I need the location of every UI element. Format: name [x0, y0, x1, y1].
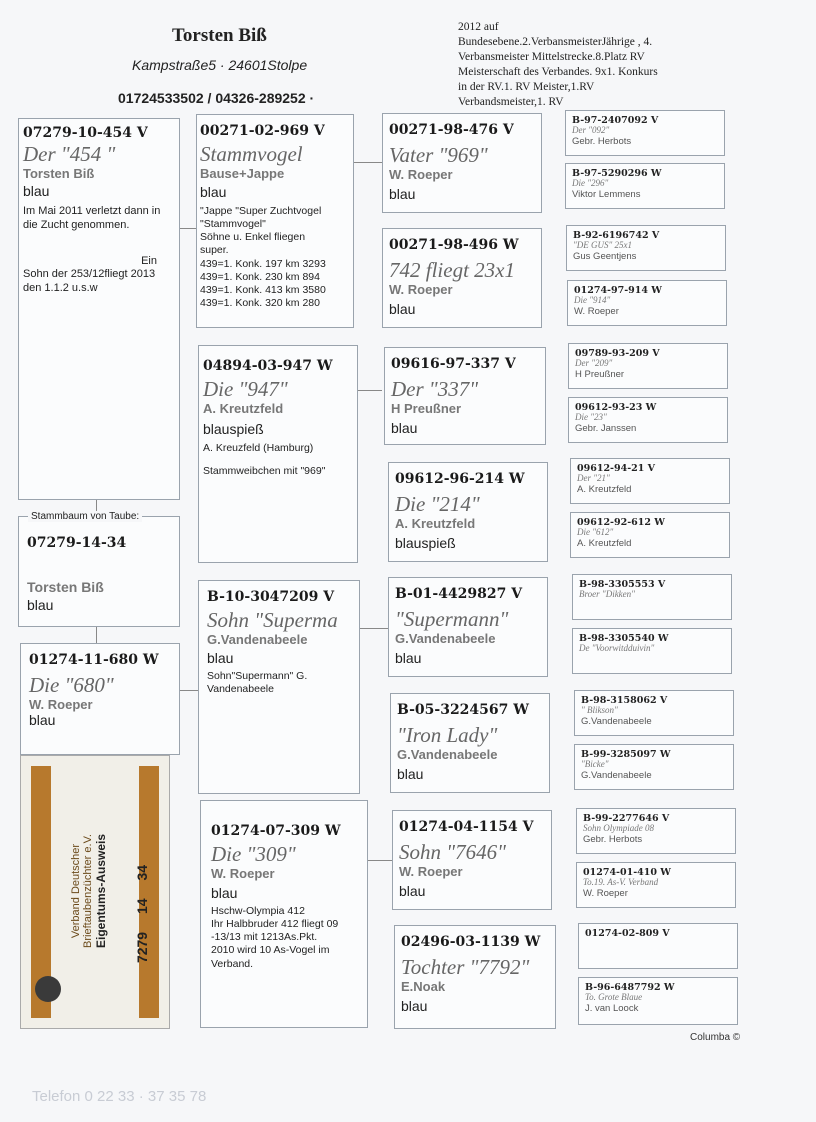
gen3-box: [565, 110, 725, 156]
card-title: Eigentums-Ausweis: [94, 833, 108, 949]
gen2-owner: A. Kreutzfeld: [395, 516, 476, 532]
breeder-address: Kampstraße5 · 24601Stolpe: [132, 57, 308, 73]
gen3-box: [576, 862, 736, 908]
gen2-box: [388, 462, 548, 562]
gen2-owner: G.Vandenabeele: [397, 747, 498, 763]
gen1-ring: B-10-3047209 V: [207, 589, 335, 605]
gen2-owner: W. Roeper: [389, 282, 453, 298]
pigeon-logo-icon: [35, 976, 61, 1002]
gen1-note: [203, 442, 353, 478]
note-line: [203, 455, 353, 465]
note-line: "Stammvogel": [200, 218, 266, 231]
gen2-ring: 09612-96-214 W: [395, 471, 525, 487]
gen3-name: "Bicke": [581, 759, 609, 769]
gen3-name: Der "092": [572, 125, 610, 135]
gen2-name: Die "214": [395, 492, 480, 516]
gen1-ring: 04894-03-947 W: [203, 358, 333, 374]
gen2-box: [394, 925, 556, 1029]
gen3-owner: Gus Geentjens: [573, 250, 637, 262]
gen2-ring: 00271-98-496 W: [389, 237, 519, 253]
gen3-box: [568, 397, 728, 443]
gen2-owner: H Preußner: [391, 401, 462, 417]
gen1-name: Stammvogel: [200, 142, 303, 166]
gen2-owner: G.Vandenabeele: [395, 631, 496, 647]
gen1-note: [207, 670, 351, 696]
gen2-ring: B-01-4429827 V: [395, 586, 523, 602]
gen3-box: [567, 280, 727, 326]
gen2-ring: 01274-04-1154 V: [399, 819, 534, 835]
gen3-ring: 01274-01-410 W: [583, 867, 671, 878]
connector-line: [368, 860, 392, 861]
gen2-name: "Supermann": [395, 607, 509, 631]
gen2-name: 742 fliegt 23x1: [389, 258, 515, 282]
gen1-name: Sohn "Superma: [207, 608, 338, 632]
note-line: 2010 wird 10 As-Vogel im: [211, 944, 330, 957]
footer-phone: Telefon 0 22 33 · 37 35 78: [32, 1088, 207, 1105]
card-serial: 34: [134, 864, 151, 881]
gen3-owner: Gebr. Herbots: [583, 833, 643, 845]
gen2-box: [382, 228, 542, 328]
award-line: in der RV.1. RV Meister,1.RV: [458, 80, 595, 93]
gen3-name: To. Grote Blaue: [585, 992, 643, 1002]
gen1-note: [200, 205, 350, 310]
gen2-name: Tochter "7792": [401, 955, 530, 979]
gen3-box: [574, 690, 734, 736]
gen2-name: Der "337": [391, 377, 479, 401]
note-line: Ihr Halbbruder 412 fliegt 09: [211, 918, 339, 931]
subject-owner: Torsten Biß: [23, 166, 95, 182]
subject-note: Sohn der 253/12fliegt 2013 den 1.1.2 u.s.w: [23, 268, 156, 295]
note-line: Stammweibchen mit "969": [203, 465, 326, 478]
gen1-owner: A. Kreutzfeld: [203, 401, 284, 417]
subject-note: Im Mai 2011 verletzt dann in die Zucht genommen.: [23, 205, 161, 231]
gen3-ring: B-97-2407092 V: [572, 115, 659, 126]
gen2-ring: 00271-98-476 V: [389, 122, 514, 138]
dam-box: [20, 643, 180, 755]
card-number: [134, 865, 150, 963]
gen1-owner: Bause+Jappe: [200, 166, 285, 182]
gen2-owner: E.Noak: [401, 979, 446, 995]
connector-line: [358, 390, 382, 391]
gen1-name: Die "947": [203, 377, 288, 401]
gen3-ring: 01274-97-914 W: [574, 285, 662, 296]
gen3-name: " Blikson": [581, 705, 618, 715]
gen1-ring: 00271-02-969 V: [200, 123, 325, 139]
gen3-box: [578, 977, 738, 1025]
gen3-owner: H Preußner: [575, 368, 625, 380]
stammbaum-ring: 07279-14-34: [27, 535, 127, 551]
gen1-note: [211, 905, 357, 971]
gen2-box: [384, 347, 546, 445]
gen3-ring: B-97-5290296 W: [572, 168, 662, 179]
connector-line: [360, 628, 388, 629]
gen3-ring: B-98-3305540 W: [579, 633, 669, 644]
connector-line: [96, 627, 97, 643]
card-text-block: [70, 767, 120, 1015]
ownership-card: [20, 755, 170, 1029]
gen3-name: Die "23": [575, 412, 607, 422]
subject-box: [18, 118, 180, 500]
gen2-name: "Iron Lady": [397, 723, 498, 747]
gen1-owner: W. Roeper: [211, 866, 275, 882]
gen2-box: [390, 693, 550, 793]
gen1-box: [198, 345, 358, 563]
gen3-name: Der "21": [577, 473, 610, 483]
note-line: Söhne u. Enkel fliegen: [200, 231, 306, 244]
gen3-ring: 01274-02-809 V: [585, 928, 670, 939]
gen1-color: blau: [200, 184, 227, 201]
gen3-ring: 09612-94-21 V: [577, 463, 656, 474]
card-association: Verband Deutscher: [70, 843, 82, 939]
gen2-color: blau: [399, 883, 426, 900]
stammbaum-owner: Torsten Biß: [27, 579, 104, 595]
gen3-owner: G.Vandenabeele: [581, 715, 652, 727]
gen2-owner: W. Roeper: [399, 864, 463, 880]
gen3-name: Sohn Olympiade 08: [583, 823, 654, 833]
note-line: -13/13 mit 1213As.Pkt.: [211, 931, 318, 944]
gen1-color: blauspieß: [203, 421, 264, 438]
gen3-ring: B-96-6487792 W: [585, 982, 675, 993]
gen2-color: blau: [397, 766, 424, 783]
card-association: Brieftaubenzüchter e.V.: [82, 834, 94, 948]
gen3-ring: 09612-92-612 W: [577, 517, 665, 528]
gen3-name: Broer "Dikken": [579, 589, 635, 599]
connector-line: [180, 690, 198, 691]
gen2-ring: B-05-3224567 W: [397, 702, 529, 718]
gen2-color: blau: [391, 420, 418, 437]
gen2-ring: 09616-97-337 V: [391, 356, 516, 372]
gen3-owner: Viktor Lemmens: [572, 188, 641, 200]
gen3-ring: B-99-3285097 W: [581, 749, 671, 760]
gen3-box: [574, 744, 734, 790]
gen3-owner: A. Kreutzfeld: [577, 537, 632, 549]
subject-ring: 07279-10-454 V: [23, 125, 148, 141]
gen3-box: [570, 458, 730, 504]
gen3-owner: W. Roeper: [574, 305, 619, 317]
award-line: 2012 auf: [458, 21, 499, 33]
connector-line: [354, 162, 382, 163]
gen3-box: [566, 225, 726, 271]
gen2-name: Vater "969": [389, 143, 488, 167]
note-line: Verband.: [211, 957, 254, 970]
breeder-name: Torsten Biß: [172, 25, 267, 46]
gen3-owner: A. Kreutzfeld: [577, 483, 632, 495]
awards-text: [458, 20, 738, 110]
gen2-ring: 02496-03-1139 W: [401, 934, 541, 950]
gen1-color: blau: [211, 885, 238, 902]
card-club: 7279: [134, 931, 151, 964]
note-line: Hschw-Olympia 412: [211, 905, 305, 918]
subject-name: Der "454 ": [23, 142, 116, 166]
gen3-box: [572, 628, 732, 674]
gen3-ring: B-92-6196742 V: [573, 230, 660, 241]
gen3-name: Der "209": [575, 358, 613, 368]
gen1-box: [196, 114, 354, 328]
gen2-owner: W. Roeper: [389, 167, 453, 183]
gen3-box: [565, 163, 725, 209]
gen1-color: blau: [207, 650, 234, 667]
dam-name: Die "680": [29, 673, 114, 697]
gen2-box: [388, 577, 548, 677]
note-line: 439=1. Konk. 197 km 3293: [200, 257, 326, 270]
gen3-name: Die "914": [574, 295, 611, 305]
gen2-color: blau: [395, 650, 422, 667]
subject-color: blau: [23, 183, 50, 200]
gen1-name: Die "309": [211, 842, 296, 866]
gen3-ring: 09789-93-209 V: [575, 348, 660, 359]
gen3-ring: B-98-3158062 V: [581, 695, 668, 706]
gen1-box: [200, 800, 368, 1028]
note-line: super.: [200, 244, 229, 257]
gen3-name: Die "612": [577, 527, 614, 537]
gen3-ring: B-98-3305553 V: [579, 579, 666, 590]
gen3-box: [576, 808, 736, 854]
dam-owner: W. Roeper: [29, 697, 93, 713]
gen3-name: Die "296": [572, 178, 609, 188]
gen3-ring: B-99-2277646 V: [583, 813, 670, 824]
gen3-name: "DE GUS" 25x1: [573, 240, 633, 250]
gen3-owner: J. van Loock: [585, 1002, 639, 1014]
gen2-color: blauspieß: [395, 535, 456, 552]
gen2-name: Sohn "7646": [399, 840, 506, 864]
subject-note: Ein: [141, 254, 157, 267]
copyright: Columba ©: [690, 1032, 741, 1043]
award-line: Verbansmeister Mittelstrecke.8.Platz RV: [458, 50, 645, 63]
note-line: 439=1. Konk. 230 km 894: [200, 270, 320, 283]
note-line: "Jappe "Super Zuchtvogel: [200, 205, 322, 218]
gen3-box: [578, 923, 738, 969]
stammbaum-color: blau: [27, 597, 54, 613]
note-line: 439=1. Konk. 320 km 280: [200, 296, 320, 309]
gen3-name: De "Voorwitdduivin": [579, 643, 655, 653]
gen2-box: [382, 113, 542, 213]
note-line: 439=1. Konk. 413 km 3580: [200, 283, 326, 296]
stammbaum-box: [18, 516, 180, 627]
breeder-phone: 01724533502 / 04326-289252 ·: [118, 90, 315, 106]
gen2-color: blau: [401, 998, 428, 1015]
gen2-box: [392, 810, 552, 910]
stammbaum-label: Stammbaum von Taube:: [28, 511, 142, 522]
gen3-owner: Gebr. Herbots: [572, 135, 632, 147]
gen3-box: [572, 574, 732, 620]
gen1-owner: G.Vandenabeele: [207, 632, 308, 648]
note-line: Vandenabeele: [207, 683, 274, 696]
gen3-owner: W. Roeper: [583, 887, 628, 899]
award-line: Verbandsmeister,1. RV: [458, 95, 564, 108]
award-line: Bundesebene.2.VerbansmeisterJährige , 4.: [458, 35, 653, 48]
gen3-owner: Gebr. Janssen: [575, 422, 637, 434]
dam-color: blau: [29, 712, 56, 729]
note-line: A. Kreuzfeld (Hamburg): [203, 442, 314, 455]
gen2-color: blau: [389, 301, 416, 318]
award-line: Meisterschaft des Verbandes. 9x1. Konkurs: [458, 65, 658, 78]
dam-ring: 01274-11-680 W: [29, 652, 159, 668]
gen2-color: blau: [389, 186, 416, 203]
gen3-box: [568, 343, 728, 389]
gen3-ring: 09612-93-23 W: [575, 402, 657, 413]
gen1-box: [198, 580, 360, 794]
gen3-name: To.19. As-V. Verband: [583, 877, 659, 887]
card-year: 14: [134, 898, 151, 914]
note-line: Sohn"Supermann" G.: [207, 670, 308, 683]
gen3-box: [570, 512, 730, 558]
gen3-owner: G.Vandenabeele: [581, 769, 652, 781]
gen1-ring: 01274-07-309 W: [211, 823, 341, 839]
